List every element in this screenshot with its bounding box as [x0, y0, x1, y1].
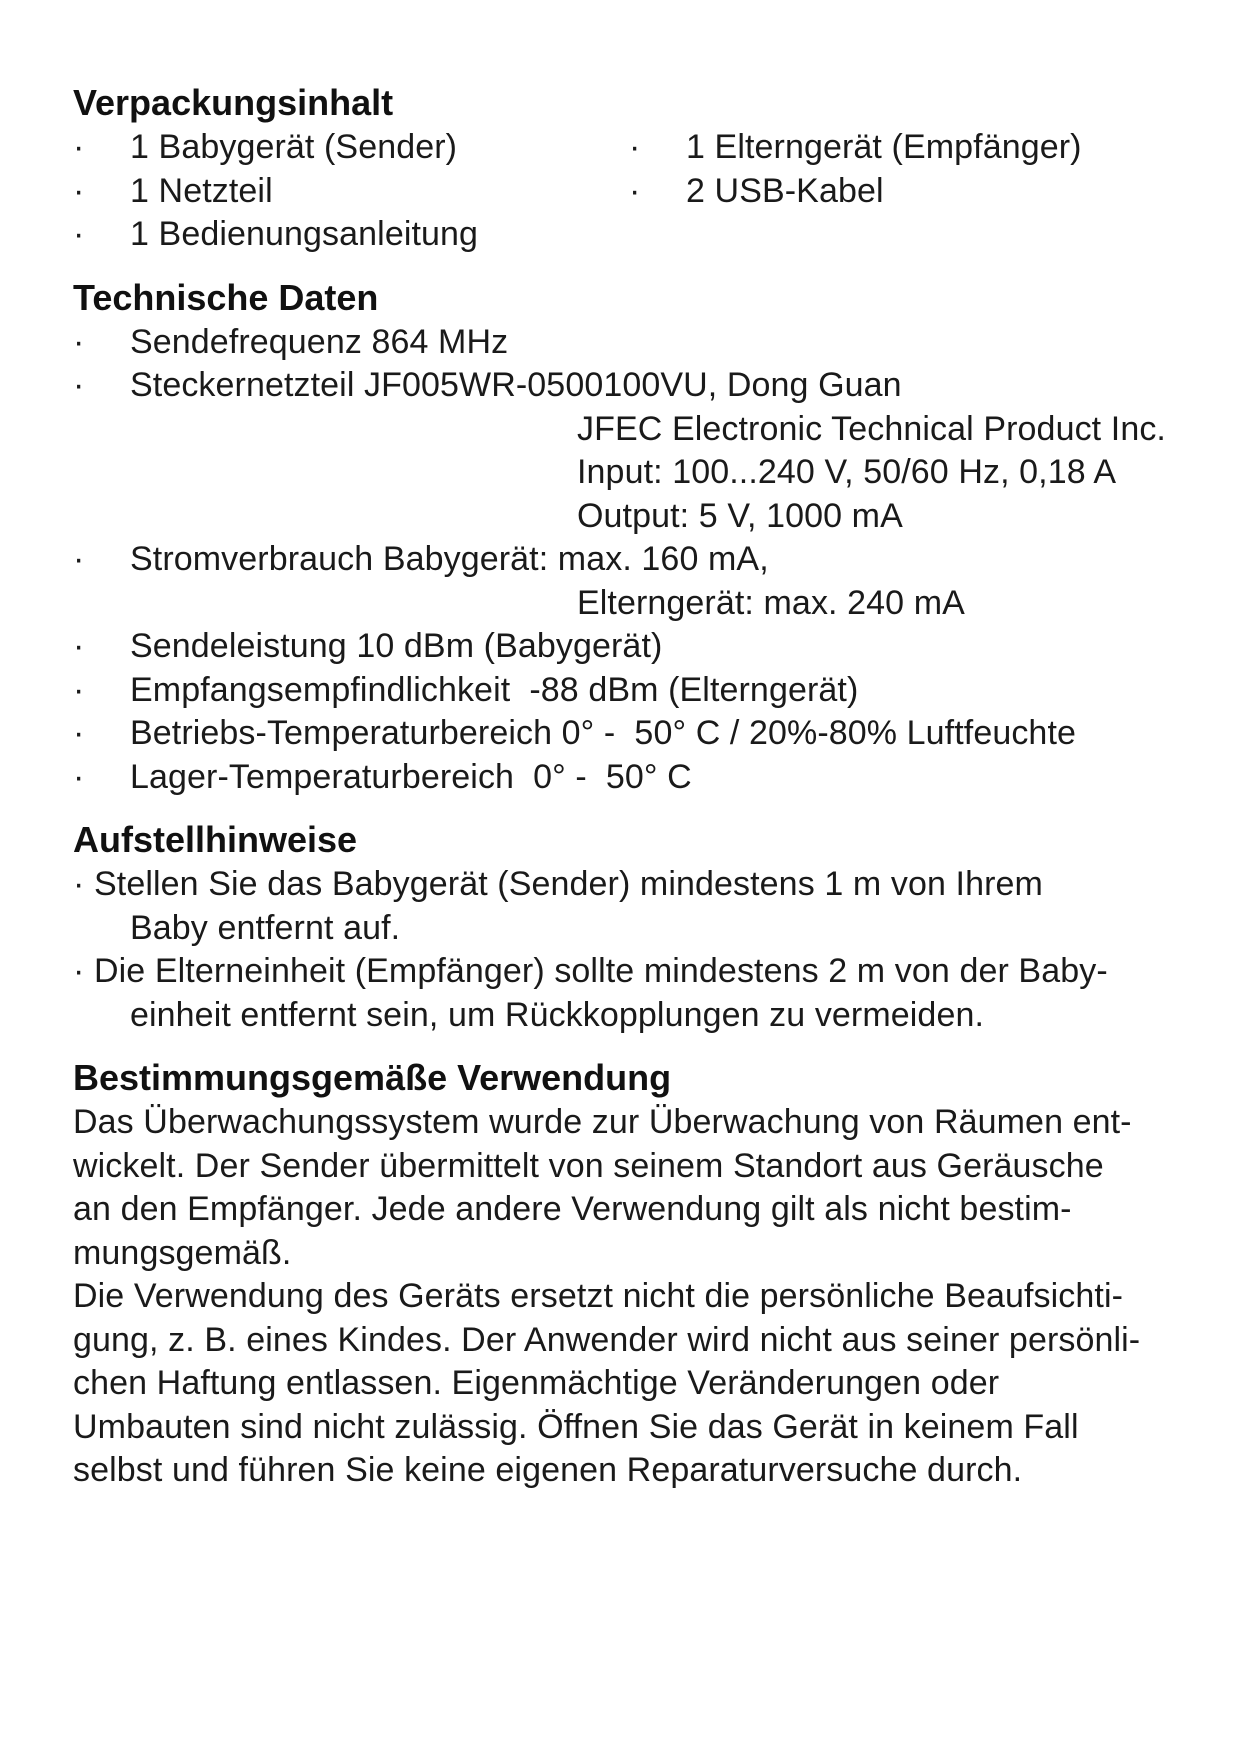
bullet: · [73, 757, 85, 796]
bullet: · [73, 670, 85, 709]
setup-hint [73, 950, 1183, 994]
paragraph-line: chen Haftung entlassen. Eigenmächtige Veränderungen oder [73, 1364, 1000, 1402]
tech-row-indent [73, 451, 1183, 495]
tech-row [73, 756, 1183, 800]
tech-row [73, 364, 1183, 408]
bullet: · [73, 128, 85, 166]
packaging-item: 1 Babygerät (Sender) [130, 128, 458, 166]
tech-storage-temp: Lager-Temperaturbereich 0° - 50° C [130, 757, 692, 796]
setup-hint-continuation [73, 907, 1183, 951]
bullet: · [73, 171, 85, 210]
bullet: · [73, 865, 85, 903]
bullet: · [73, 322, 85, 361]
tech-power-input: Input: 100...240 V, 50/60 Hz, 0,18 A [577, 453, 1117, 491]
setup-hint-continuation [73, 994, 1183, 1038]
bullet: · [629, 128, 641, 166]
packaging-item: 1 Elterngerät (Empfänger) [686, 128, 1082, 166]
section-gap [73, 257, 1183, 275]
tech-operating-temp: Betriebs-Temperaturbereich 0° - 50° C / 20%-80% Luftfeuchte [130, 714, 1076, 752]
paragraph-line: wickelt. Der Sender übermittelt von seinem Standort aus Geräusche [73, 1146, 1104, 1185]
paragraph-line: selbst und führen Sie keine eigenen Reparaturversuche durch. [73, 1451, 1023, 1489]
tech-row-indent [73, 408, 1183, 452]
section-gap [73, 799, 1183, 817]
packaging-section [73, 80, 1183, 257]
bullet: · [73, 215, 85, 253]
tech-power-supply: Steckernetzteil JF005WR-0500100VU, Dong Guan [130, 366, 902, 404]
tech-row-indent [73, 582, 1183, 626]
tech-consumption-baby: Stromverbrauch Babygerät: max. 160 mA, [130, 540, 769, 578]
setup-heading: Aufstellhinweise [73, 819, 358, 860]
intended-use-heading: Bestimmungsgemäße Verwendung [73, 1057, 672, 1098]
tech-power-supply-maker: JFEC Electronic Technical Product Inc. [577, 409, 1166, 448]
setup-hint [73, 863, 1183, 907]
packaging-row [73, 213, 1183, 257]
packaging-row [73, 126, 1183, 170]
tech-row [73, 625, 1183, 669]
paragraph-line: Umbauten sind nicht zulässig. Öffnen Sie das Gerät in keinem Fall [73, 1407, 1079, 1446]
tech-row [73, 321, 1183, 365]
setup-hint-text: Die Elterneinheit (Empfänger) sollte mindestens 2 m von der Baby- [94, 952, 1108, 990]
packaging-item: 1 Netzteil [130, 171, 273, 210]
bullet: · [73, 952, 85, 990]
paragraph-line: mungsgemäß. [73, 1233, 292, 1272]
intended-use-section [73, 1055, 1183, 1493]
tech-transmit-power: Sendeleistung 10 dBm (Babygerät) [130, 627, 663, 665]
tech-power-output: Output: 5 V, 1000 mA [577, 496, 903, 535]
setup-hint-text: Baby entfernt auf. [130, 908, 401, 947]
paragraph-line: Die Verwendung des Geräts ersetzt nicht die persönliche Beaufsichti- [73, 1277, 1124, 1315]
packaging-item: 2 USB-Kabel [686, 171, 884, 210]
packaging-row [73, 170, 1183, 214]
paragraph-line: an den Empfänger. Jede andere Verwendung gilt als nicht bestim- [73, 1190, 1072, 1228]
tech-row [73, 538, 1183, 582]
packaging-item: 1 Bedienungsanleitung [130, 215, 479, 253]
tech-consumption-parent: Elterngerät: max. 240 mA [577, 583, 965, 622]
bullet: · [73, 714, 85, 752]
bullet: · [73, 540, 85, 578]
packaging-heading: Verpackungsinhalt [73, 82, 394, 123]
page-content [73, 80, 1183, 1493]
technical-section [73, 275, 1183, 800]
tech-row-indent [73, 495, 1183, 539]
setup-section [73, 817, 1183, 1037]
tech-row [73, 669, 1183, 713]
tech-row [73, 712, 1183, 756]
section-gap [73, 1037, 1183, 1055]
tech-frequency: Sendefrequenz 864 MHz [130, 322, 509, 361]
technical-heading: Technische Daten [73, 276, 379, 318]
intended-use-paragraph-1 [73, 1101, 1183, 1275]
intended-use-paragraph-2 [73, 1275, 1183, 1493]
bullet: · [629, 171, 641, 210]
paragraph-line: Das Überwachungssystem wurde zur Überwachung von Räumen ent- [73, 1103, 1132, 1141]
bullet: · [73, 627, 85, 665]
setup-hint-text: Stellen Sie das Babygerät (Sender) mindestens 1 m von Ihrem [94, 865, 1043, 903]
paragraph-line: gung, z. B. eines Kindes. Der Anwender wird nicht aus seiner persönli- [73, 1320, 1141, 1359]
bullet: · [73, 366, 85, 404]
tech-sensitivity: Empfangsempfindlichkeit -88 dBm (Elterngerät) [130, 670, 859, 709]
setup-hint-text: einheit entfernt sein, um Rückkopplungen zu vermeiden. [130, 995, 985, 1034]
